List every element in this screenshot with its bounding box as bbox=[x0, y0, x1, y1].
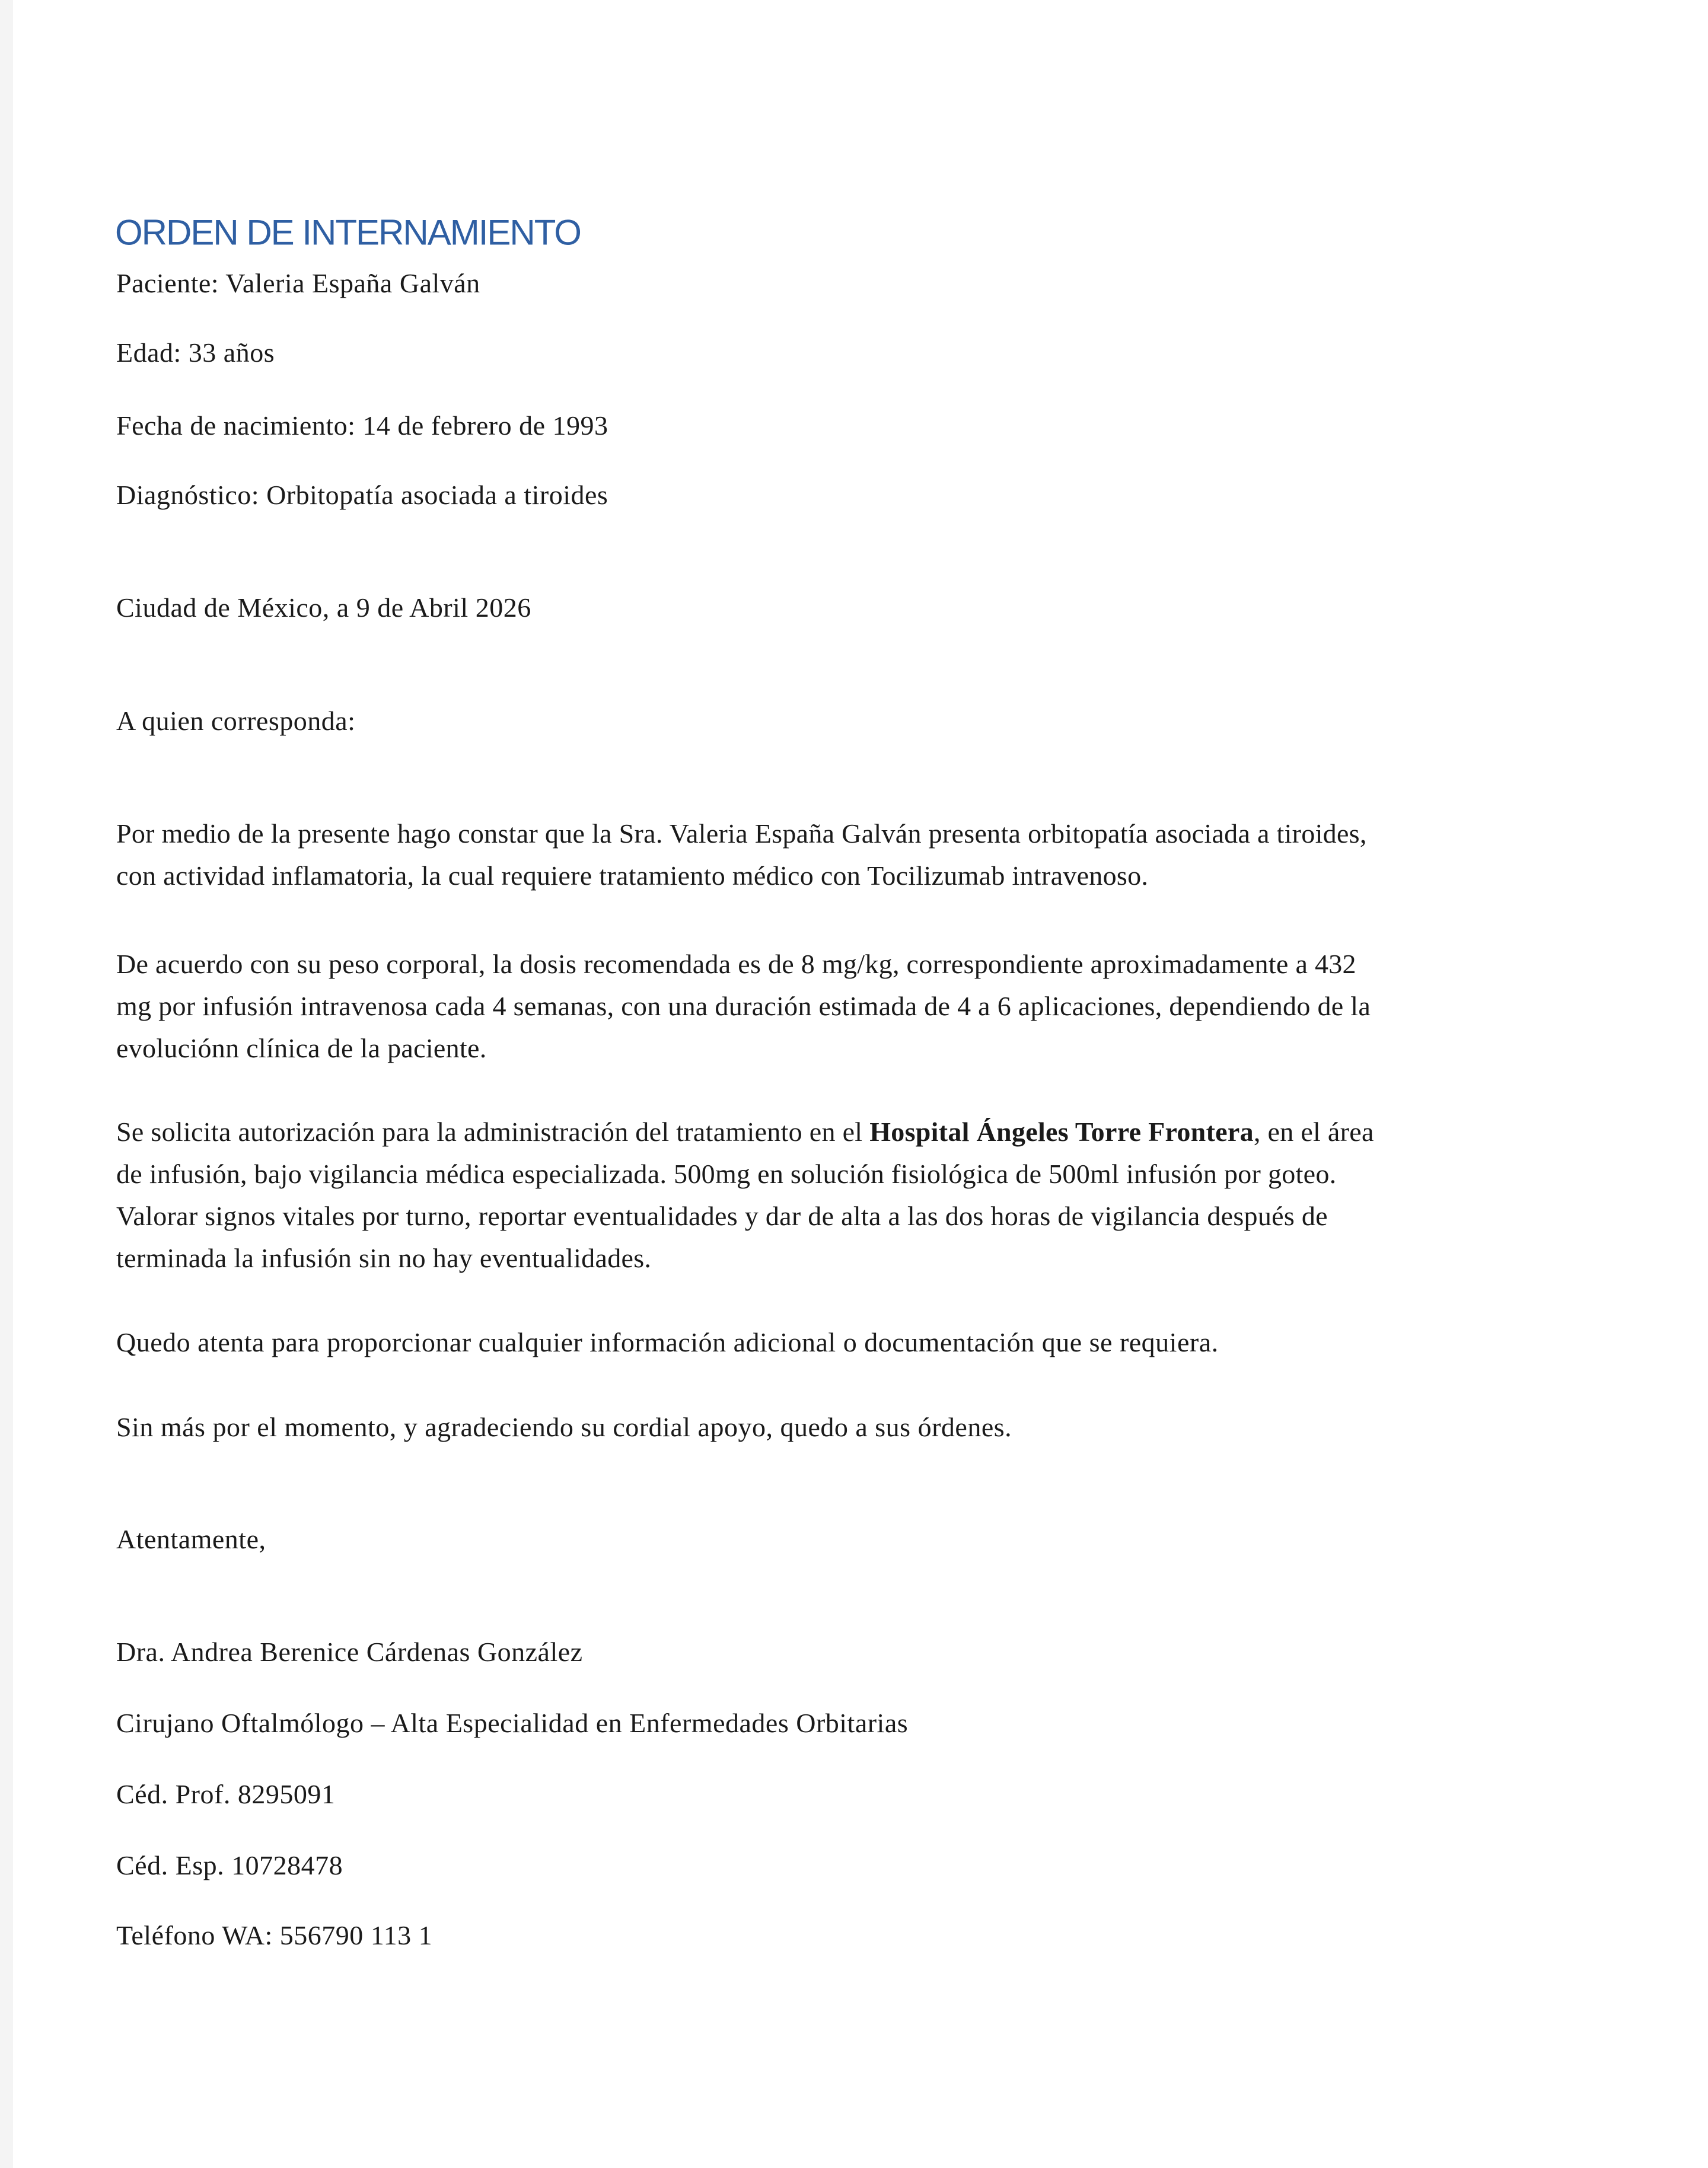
paragraph-line: mg por infusión intravenosa cada 4 semanas, con una duración estimada de 4 a 6 aplicaciones, dependiendo de la bbox=[116, 991, 1371, 1021]
paragraph-line: Valorar signos vitales por turno, reportar eventualidades y dar de alta a las dos horas de vigilancia después de bbox=[116, 1201, 1328, 1231]
paragraph-availability: Quedo atenta para proporcionar cualquier información adicional o documentación que se requiera. bbox=[116, 1327, 1219, 1357]
signature-specialty: Cirujano Oftalmólogo – Alta Especialidad en Enfermedades Orbitarias bbox=[116, 1708, 909, 1738]
patient-name: Paciente: Valeria España Galván bbox=[116, 268, 480, 298]
paragraph-line: con actividad inflamatoria, la cual requiere tratamiento médico con Tocilizumab intravenoso. bbox=[116, 860, 1149, 891]
text-run: , en el área bbox=[1253, 1117, 1374, 1147]
paragraph-line: de infusión, bajo vigilancia médica especializada. 500mg en solución fisiológica de 500ml infusión por goteo. bbox=[116, 1159, 1337, 1189]
paragraph-line: De acuerdo con su peso corporal, la dosis recomendada es de 8 mg/kg, correspondiente aproximadamente a 432 bbox=[116, 949, 1356, 979]
salutation: A quien corresponda: bbox=[116, 706, 356, 736]
signature-name: Dra. Andrea Berenice Cárdenas González bbox=[116, 1637, 583, 1667]
signature-ced-prof: Céd. Prof. 8295091 bbox=[116, 1779, 336, 1809]
patient-age: Edad: 33 años bbox=[116, 337, 275, 368]
paragraph-authorization bbox=[116, 1111, 1646, 1279]
signature-ced-esp: Céd. Esp. 10728478 bbox=[116, 1850, 343, 1880]
document-page bbox=[13, 0, 1708, 2168]
paragraph-line: Por medio de la presente hago constar que la Sra. Valeria España Galván presenta orbitopatía asociada a tiroides, bbox=[116, 818, 1367, 849]
paragraph-line: terminada la infusión sin no hay eventualidades. bbox=[116, 1243, 652, 1273]
text-run: Se solicita autorización para la administración del tratamiento en el bbox=[116, 1117, 870, 1147]
patient-diagnosis: Diagnóstico: Orbitopatía asociada a tiroides bbox=[116, 480, 608, 510]
document-title: ORDEN DE INTERNAMIENTO bbox=[115, 212, 581, 253]
paragraph-line bbox=[116, 1111, 1646, 1153]
patient-birthdate: Fecha de nacimiento: 14 de febrero de 1993 bbox=[116, 410, 608, 441]
signature-phone: Teléfono WA: 556790 113 1 bbox=[116, 1920, 433, 1950]
hospital-name: Hospital Ángeles Torre Frontera bbox=[869, 1117, 1254, 1147]
paragraph-dosage bbox=[116, 943, 1646, 1069]
paragraph-statement bbox=[116, 812, 1646, 897]
paragraph-farewell: Sin más por el momento, y agradeciendo su cordial apoyo, quedo a sus órdenes. bbox=[116, 1412, 1012, 1442]
closing: Atentamente, bbox=[116, 1524, 266, 1554]
place-date: Ciudad de México, a 9 de Abril 2026 bbox=[116, 592, 531, 623]
left-margin-strip bbox=[0, 0, 13, 2168]
paragraph-line: evoluciónn clínica de la paciente. bbox=[116, 1033, 487, 1063]
